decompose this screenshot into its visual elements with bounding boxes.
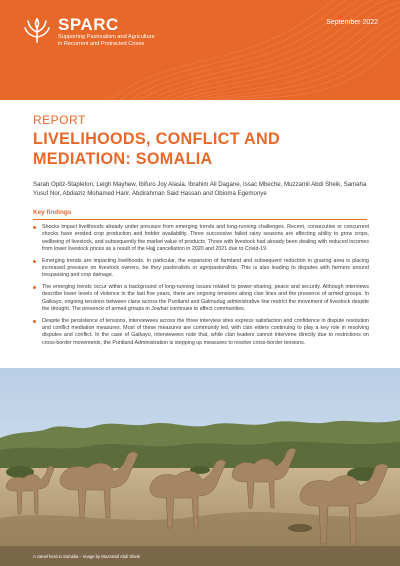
header-band	[0, 0, 400, 100]
logo-tagline: Supporting Pastoralism and Agriculture in Recurrent and Protracted Crises	[58, 34, 155, 47]
list-item	[33, 284, 369, 313]
bullet-icon	[33, 320, 36, 323]
finding-text: Despite the persistence of tensions, interviewees across the three interview sites express satisfaction and confidence in dispute resolution and conflict mediation measures. Most of these measures are community led, with clan elders continuing to play a key role in resolving disputes and conflict. In the case of Galkayo, interviewees note that, while clan leaders cannot intervene directly due to restrictions on cross-border movements, the Puntland Administration is stepping up measures to resolve cross-border tensions.	[42, 317, 369, 346]
key-findings-divider	[33, 219, 367, 220]
cover-photo-camel-herd	[0, 368, 400, 566]
report-title: LIVELIHOODS, CONFLICT AND MEDIATION: SOMALIA	[33, 130, 281, 168]
bullet-icon	[33, 260, 36, 263]
logo-name: SPARC	[58, 15, 119, 34]
list-item	[33, 224, 369, 253]
sparc-logo-icon	[22, 16, 52, 46]
key-findings-list	[33, 224, 369, 351]
finding-text: Shocks impact livelihoods already under pressure from emerging trends and long-running challenges. Recent, consecutive or concurrent shocks have eroded crop production and fodder availability. Three successive failed rainy seasons are affecting ability to grow crops, wellbeing of livestock, and subsequently the market value of products. Those with livestock had already been dealing with reduced incomes from lower livestock prices as a result of the Hajj cancellation in 2020 and 2021 due to Covid-19.	[42, 224, 369, 252]
sparc-logo	[22, 16, 158, 48]
report-label: REPORT	[33, 113, 86, 127]
key-findings-heading: Key findings	[33, 209, 72, 216]
bullet-icon	[33, 286, 36, 289]
finding-text: The emerging trends occur within a background of long-running issues related to power-sharing, peace and security. Although interviews describe lower levels of violence in the last five years, there are ongoing tensions along clan lines and the presence of armed groups. In Galkayo, ongoing tensions between clans across the Puntland and Galmudug administrative line restrict the movement of livestock despite the drought. The presence of armed groups in Jowhar continues to affect communities.	[42, 284, 369, 312]
list-item	[33, 318, 369, 347]
photo-caption: A camel herd in Somalia – Image by Muzzamil Abdi Sheik	[33, 554, 140, 559]
list-item	[33, 258, 369, 280]
publication-date: September 2022	[326, 19, 378, 26]
finding-text: Emerging trends are impacting livelihoods. In particular, the expansion of farmland and subsequent reduction in grazing area is placing increased pressure on livestock owners, be they pastoralists or agropastoralists. This is also leading to disputes with farmers around trespassing and crop damage.	[42, 257, 369, 279]
bullet-icon	[33, 226, 36, 229]
logo-text	[58, 16, 158, 48]
camel-herd-illustration	[0, 368, 400, 566]
author-list: Sarah Opitz-Stapleton, Leigh Mayhew, Ibifuro Joy Alasia, Ibrahim Ali Dagane, Issac Mbeche, Muzzamil Abdi Sheik, Samaha Yusuf Nor, Abdiaziz Mohamed Harir, Abdirahman Said Hassan and Obioma Egemonye	[33, 181, 367, 197]
